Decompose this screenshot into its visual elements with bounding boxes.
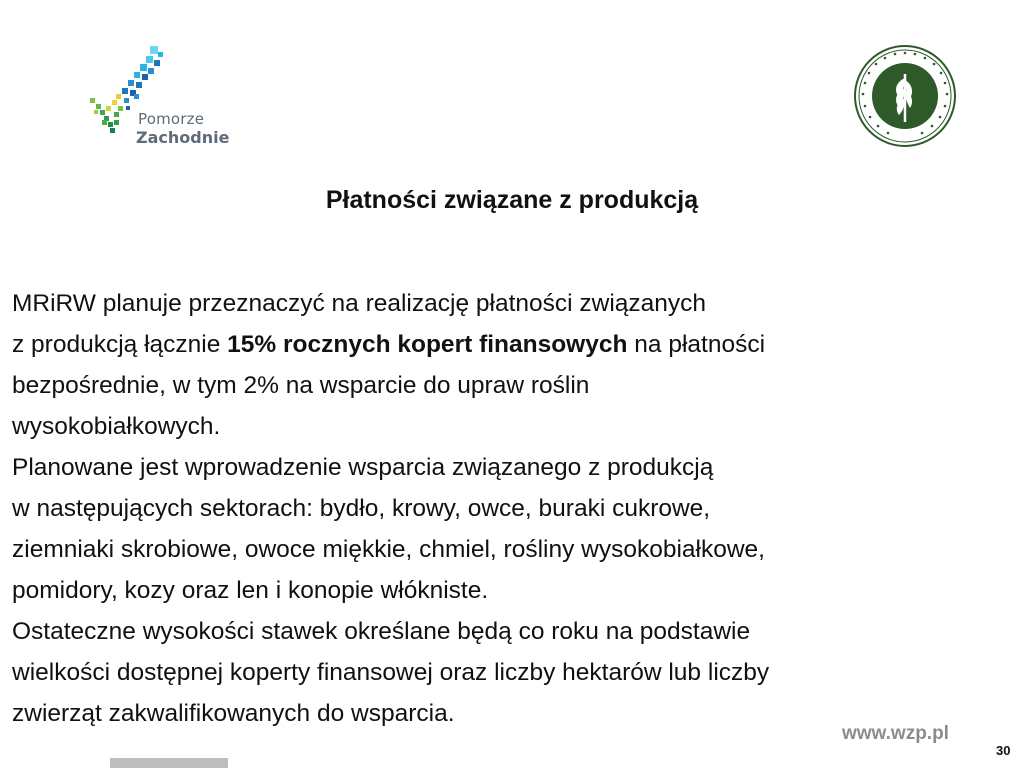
paragraph-rates [12,611,1012,734]
page-number: 30 [996,743,1011,758]
text-line: bezpośrednie, w tym 2% na wsparcie do upraw roślin [12,372,590,399]
brand-name-line2: Zachodnie [136,128,230,147]
footer-divider-bar [110,758,228,768]
text-line: ziemniaki skrobiowe, owoce miękkie, chmiel, rośliny wysokobiałkowe, [12,536,765,563]
pomorze-zachodnie-logo [88,40,248,152]
text-line: wielkości dostępnej koperty finansowej oraz liczby hektarów lub liczby [12,659,770,686]
text-line: pomidory, kozy oraz len i konopie włókniste. [12,577,489,604]
text-line: z produkcją łącznie [12,331,228,358]
ministry-seal-logo [852,44,958,148]
text-line: Planowane jest wprowadzenie wsparcia związanego z produkcją [12,454,714,481]
wheat-seal-icon [852,44,958,148]
text-line: na płatności [627,331,766,358]
footer-website-url: www.wzp.pl [842,723,949,744]
text-line: w następujących sektorach: bydło, krowy, owce, buraki cukrowe, [12,495,711,522]
text-line: Ostateczne wysokości stawek określane będą co roku na podstawie [12,618,751,645]
text-line: wysokobiałkowych. [12,413,221,440]
paragraph-allocation [12,283,1012,447]
paragraph-sectors [12,447,1012,611]
slide-title: Płatności związane z produkcją [325,186,699,214]
brand-name-line1: Pomorze [138,110,205,128]
text-line: MRiRW planuje przeznaczyć na realizację płatności związanych [12,290,707,317]
slide-body [12,283,1012,734]
text-line: zwierząt zakwalifikowanych do wsparcia. [12,700,455,727]
highlight-percentage: 15% rocznych kopert finansowych [227,331,628,358]
